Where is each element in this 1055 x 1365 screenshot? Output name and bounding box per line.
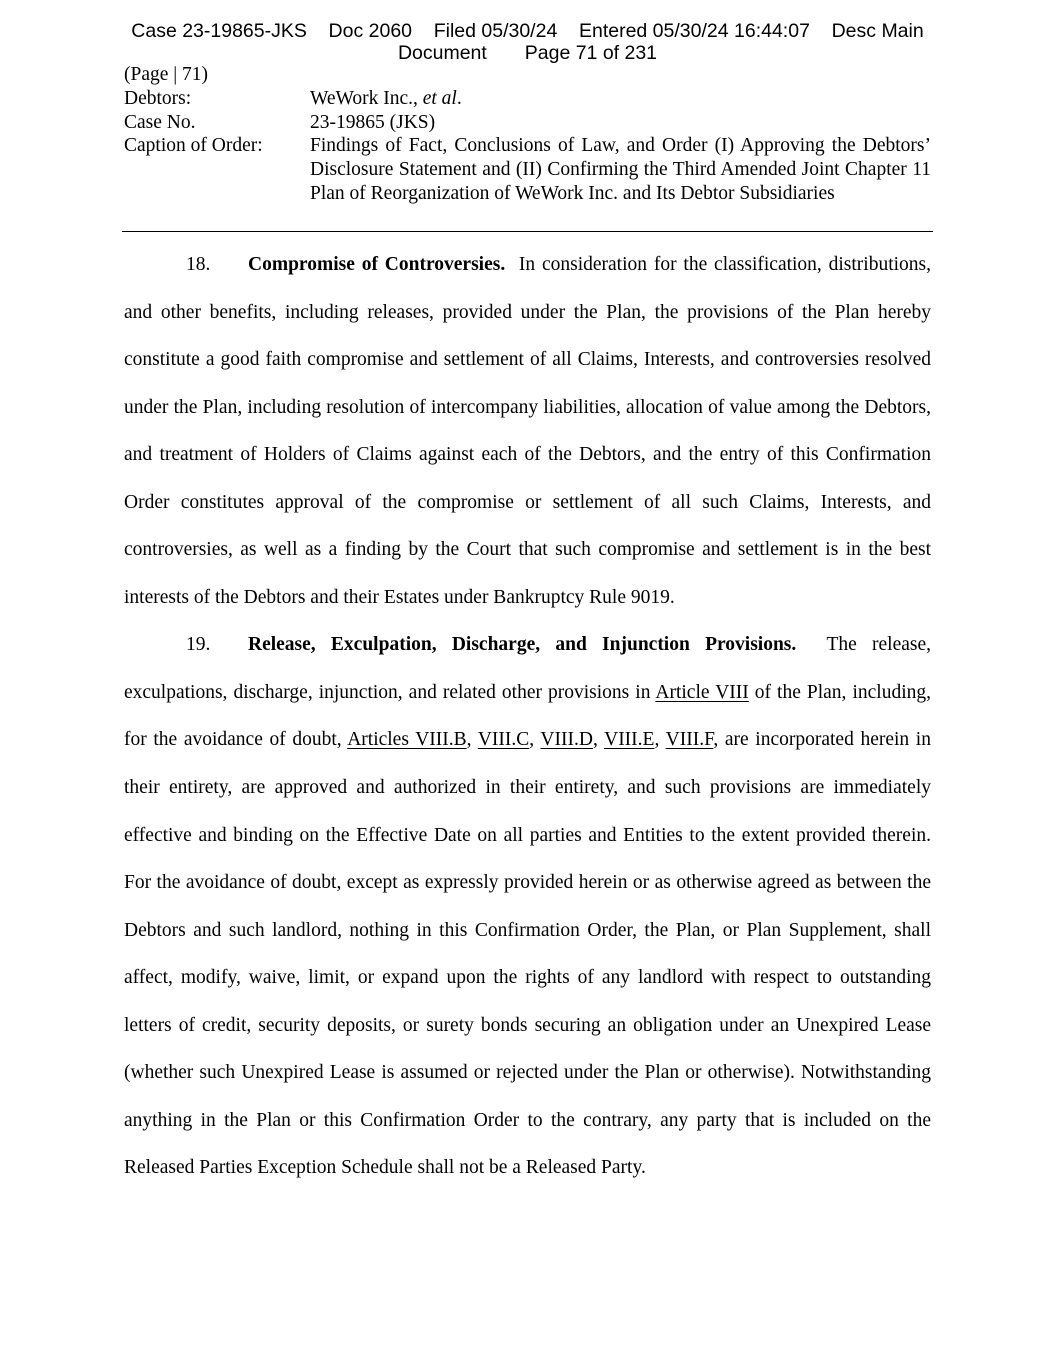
filing-stamp-line-1 (0, 20, 1055, 42)
paragraph-19-text-1: The release, exculpations, discharge, injunction, and related other provisions in (124, 634, 931, 703)
paragraph-19-text-2: of the Plan, including, for the avoidance of doubt, (124, 681, 931, 751)
filing-stamp-line-2 (0, 42, 1055, 64)
paragraph-19-heading: Release, Exculpation, Discharge, and Injunction Provisions. (248, 634, 797, 656)
caption-case-row (124, 111, 931, 135)
paragraph-19-number: 19. (186, 634, 211, 656)
paragraph-18 (124, 241, 931, 621)
separator: , (592, 729, 605, 751)
paragraph-18-number: 18. (186, 254, 211, 275)
stamp-page: Page 71 of 231 (524, 42, 658, 64)
case-caption (124, 63, 931, 206)
caption-order-value: Findings of Fact, Conclusions of Law, and Order (I) Approving the Debtors’ Disclosure Statement and (II) Confirming the Third Amended Joint Chapter 11 Plan of Reorganization of WeWork Inc. and Its Debtor Subsidiaries (310, 135, 931, 204)
stamp-desc: Desc Main (831, 20, 924, 42)
paragraph-18-heading: Compromise of Controversies. (248, 254, 506, 275)
order-body (124, 241, 931, 1192)
article-viii-d-reference: VIII.D (540, 729, 593, 751)
separator: , (529, 729, 541, 751)
caption-order-row (124, 134, 931, 205)
caption-debtors-row (124, 87, 931, 111)
caption-case-value: 23-19865 (JKS) (310, 111, 436, 133)
debtors-et-al: et al (422, 87, 457, 109)
paragraph-19-text-3: , are incorporated herein in their entirety, are approved and authorized in their entirety, and such provisions are immediately effective and binding on the Effective Date on all parties and Entities to the extent provided therein. For the avoidance of doubt, except as expressly provided herein or as otherwise agreed as between the Debtors and such landlord, nothing in this Confirmation Order, the Plan, or Plan Supplement, shall affect, modify, waive, limit, or expand upon the rights of any landlord with respect to outstanding letters of credit, security deposits, or surety bonds securing an obligation under an Unexpired Lease (whether such Unexpired Lease is assumed or rejected under the Plan or otherwise). Notwithstanding anything in the Plan or this Confirmation Order to the contrary, any party that is included on the Released Parties Exception Schedule shall not be a Released Party. (124, 729, 931, 1179)
caption-page-ref-row (124, 63, 931, 87)
stamp-entered: Entered 05/30/24 16:44:07 (578, 20, 810, 42)
paragraph-19 (124, 621, 931, 1192)
caption-page-ref: (Page | 71) (124, 64, 209, 85)
stamp-filed: Filed 05/30/24 (433, 20, 558, 42)
article-viii-b-reference: Articles VIII.B (347, 729, 467, 751)
article-viii-f-reference: VIII.F (665, 729, 714, 751)
caption-divider (122, 231, 933, 232)
stamp-document: Document (397, 42, 487, 64)
debtors-name: WeWork Inc., (310, 87, 423, 109)
separator: , (466, 729, 478, 751)
article-viii-reference: Article VIII (655, 681, 749, 703)
stamp-case: Case 23-19865-JKS (131, 20, 307, 42)
separator: , (654, 729, 666, 751)
caption-debtors-value (310, 87, 931, 111)
caption-debtors-label: Debtors: (124, 87, 192, 109)
article-viii-c-reference: VIII.C (477, 729, 530, 751)
paragraph-18-text: In consideration for the classification, distributions, and other benefits, including releases, provided under the Plan, the provisions of the Plan hereby constitute a good faith compromise and settlement of all Claims, Interests, and controversies resolved under the Plan, including resolution of intercompany liabilities, allocation of value among the Debtors, and treatment of Holders of Claims against each of the Debtors, and the entry of this Confirmation Order constitutes approval of the compromise or settlement of all such Claims, Interests, and controversies, as well as a finding by the Court that such compromise and settlement is in the best interests of the Debtors and their Estates under Bankruptcy Rule 9019. (124, 254, 932, 608)
caption-order-label: Caption of Order: (124, 135, 263, 157)
stamp-doc: Doc 2060 (328, 20, 413, 42)
caption-case-label: Case No. (124, 111, 196, 133)
debtors-period: . (456, 87, 462, 109)
article-viii-e-reference: VIII.E (604, 729, 655, 751)
